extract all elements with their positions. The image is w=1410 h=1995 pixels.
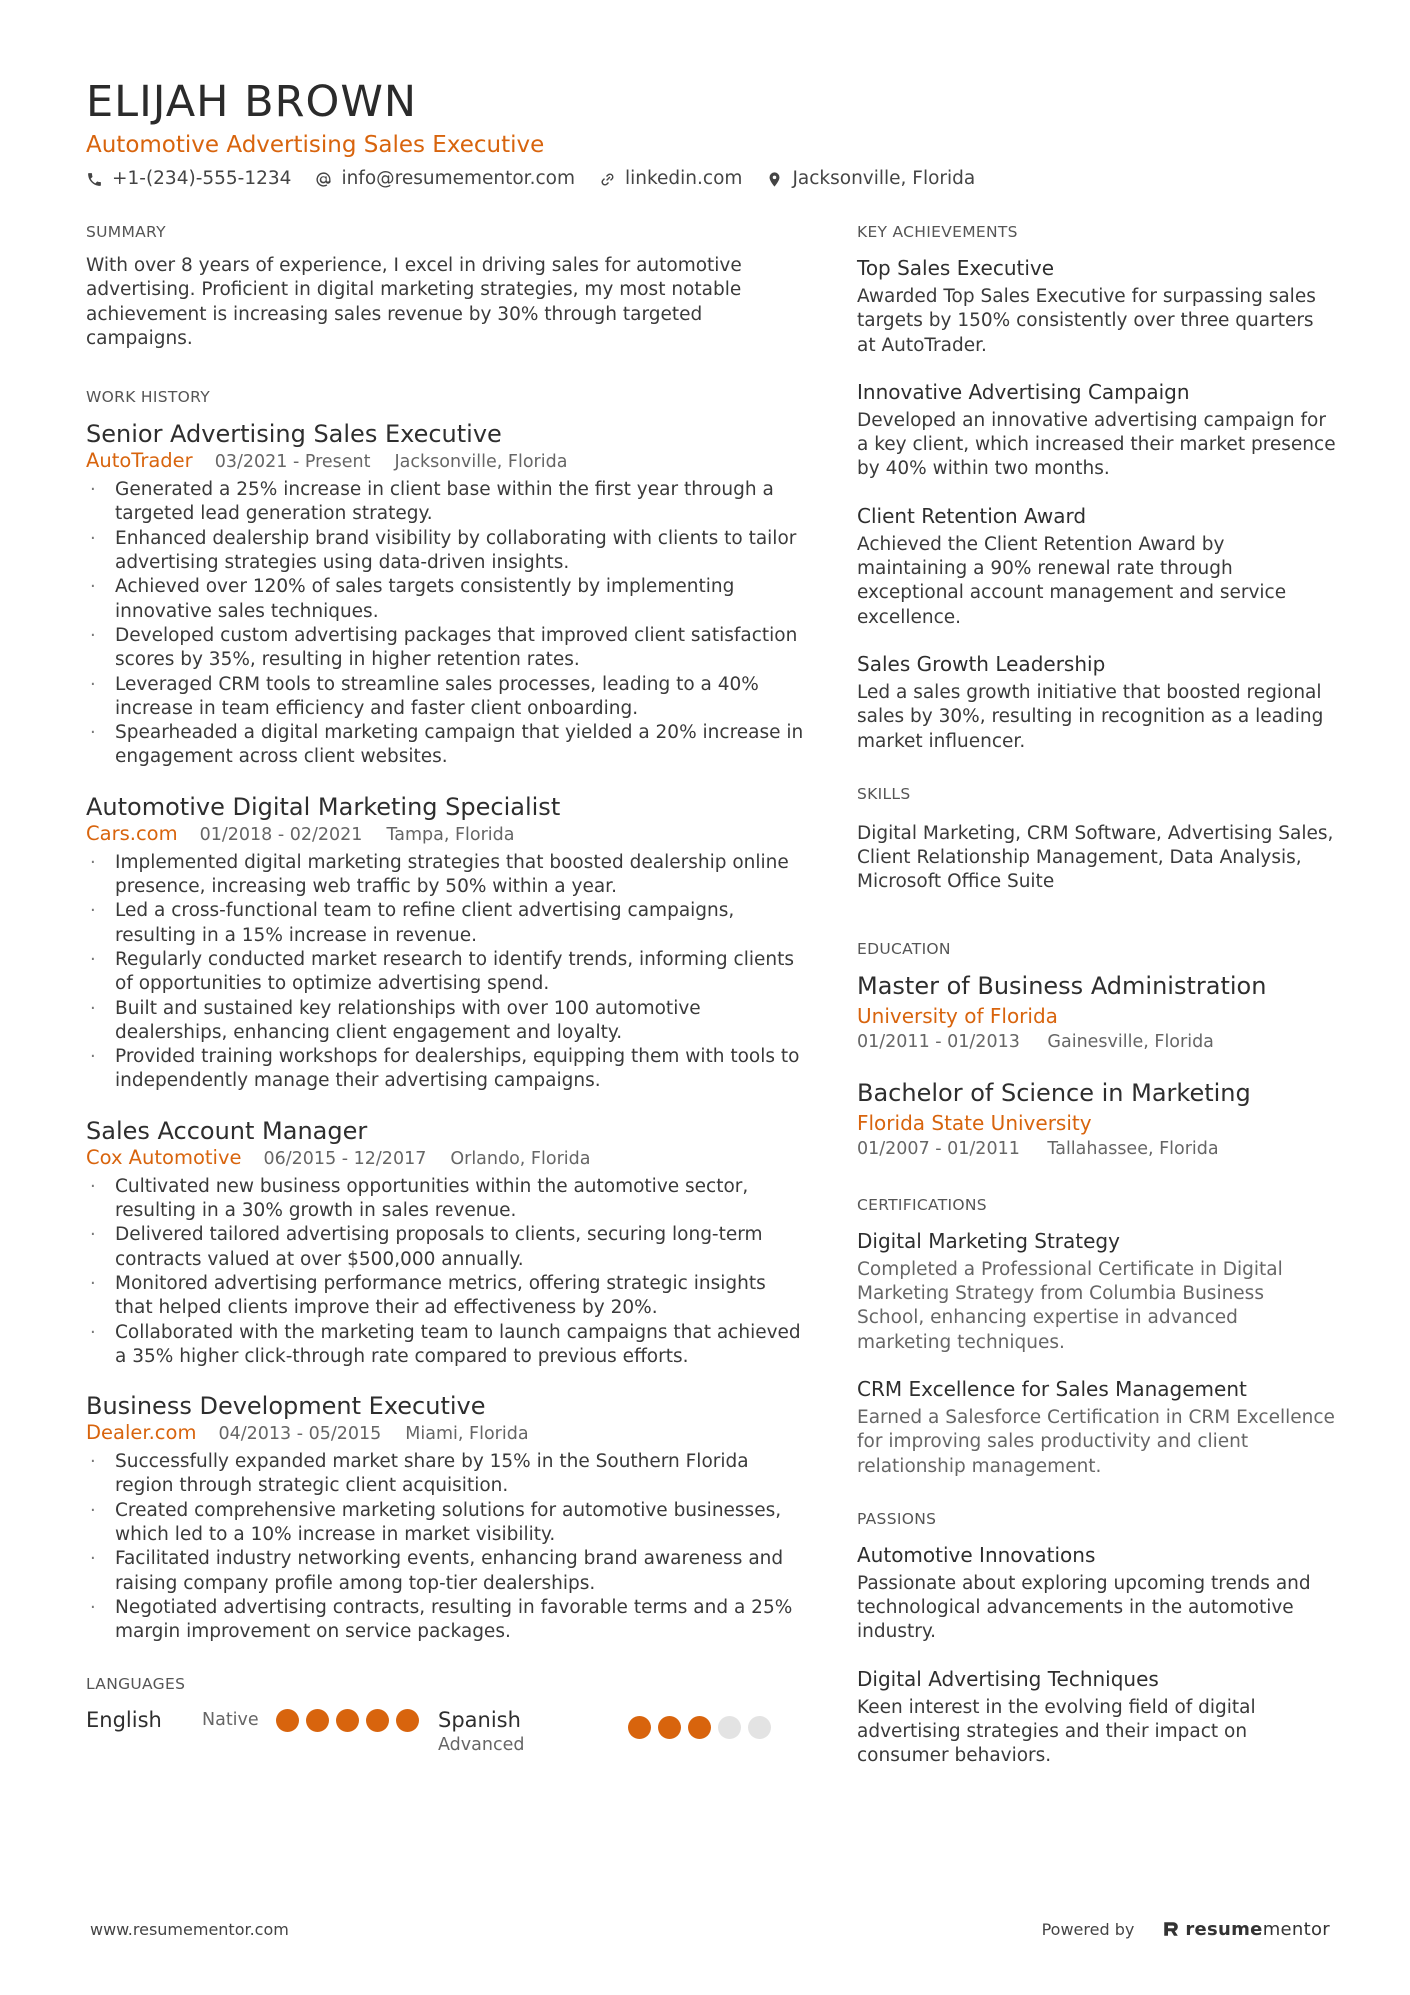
- education-section: [857, 939, 1337, 1161]
- job-bullet: · Provided training workshops for dealerships, equipping them with tools to independently manage their advertising campaigns.: [86, 1045, 806, 1094]
- passion-item: [857, 1541, 1337, 1645]
- contact-phone-text: +1-(234)-555-1234: [112, 168, 292, 189]
- education-location: Gainesville, Florida: [1047, 1031, 1214, 1052]
- languages-row: [86, 1706, 806, 1756]
- job-meta: [86, 1146, 806, 1171]
- job-company: AutoTrader: [86, 449, 193, 473]
- job-company: Cox Automotive: [86, 1145, 242, 1169]
- powered-by-label: Powered by: [1041, 1919, 1135, 1939]
- job-location: Orlando, Florida: [450, 1148, 591, 1169]
- achievement-item: [857, 650, 1337, 754]
- left-column: [86, 222, 806, 1792]
- education-dates: 01/2007 - 01/2011: [857, 1138, 1020, 1159]
- job-bullets: [86, 478, 806, 770]
- job-bullet: · Facilitated industry networking events, enhancing brand awareness and raising company profile among top-tier dealerships.: [86, 1547, 806, 1596]
- job-bullet: · Monitored advertising performance metrics, offering strategic insights that helped clients improve their ad effectiveness by 20%.: [86, 1272, 806, 1321]
- job-bullet: · Cultivated new business opportunities within the automotive sector, resulting in a 30% growth in sales revenue.: [86, 1175, 806, 1224]
- brand-name-bold: resume: [1185, 1918, 1263, 1940]
- contact-bar: [86, 166, 1326, 192]
- section-heading: WORK HISTORY: [86, 388, 210, 407]
- certification-item: [857, 1375, 1337, 1479]
- achievement-item: [857, 378, 1337, 482]
- passion-title: Automotive Innovations: [857, 1542, 1096, 1567]
- education-school: Florida State University: [857, 1110, 1092, 1135]
- resume-header: [86, 76, 1326, 192]
- certification-item: [857, 1227, 1337, 1355]
- job-bullet: · Negotiated advertising contracts, resulting in favorable terms and a 25% margin improvement on service packages.: [86, 1596, 806, 1645]
- job-title: Automotive Digital Marketing Specialist: [86, 792, 561, 821]
- location-pin-icon: [766, 171, 783, 188]
- contact-linkedin[interactable]: [599, 166, 742, 192]
- achievement-text: Achieved the Client Retention Award by maintaining a 90% renewal rate through exceptional account management and service excellence.: [857, 533, 1287, 628]
- job-entry: [86, 792, 806, 1094]
- job-bullet: · Generated a 25% increase in client base within the first year through a targeted lead generation strategy.: [86, 478, 806, 527]
- education-location: Tallahassee, Florida: [1047, 1138, 1219, 1159]
- contact-phone[interactable]: [86, 166, 291, 192]
- candidate-name: ELIJAH BROWN: [86, 77, 418, 127]
- job-bullet: · Led a cross-functional team to refine client advertising campaigns, resulting in a 15% increase in revenue.: [86, 899, 806, 948]
- phone-icon: [86, 171, 103, 188]
- rating-dot-filled: [306, 1709, 329, 1732]
- language-name: English: [86, 1708, 162, 1733]
- achievement-title: Sales Growth Leadership: [857, 651, 1106, 676]
- section-heading: CERTIFICATIONS: [857, 1195, 987, 1214]
- education-meta: [857, 1030, 1337, 1054]
- certification-title: Digital Marketing Strategy: [857, 1228, 1120, 1253]
- education-dates: 01/2011 - 01/2013: [857, 1031, 1020, 1052]
- job-bullet: · Achieved over 120% of sales targets consistently by implementing innovative sales techniques.: [86, 575, 806, 624]
- job-bullet: · Spearheaded a digital marketing campaign that yielded a 20% increase in engagement across client websites.: [86, 721, 806, 770]
- languages-section: [86, 1674, 806, 1756]
- job-bullet: · Created comprehensive marketing solutions for automotive businesses, which led to a 10% increase in market visibility.: [86, 1499, 806, 1548]
- certification-text: Earned a Salesforce Certification in CRM Excellence for improving sales productivity and client relationship management.: [857, 1406, 1335, 1477]
- footer-website[interactable]: www.resumementor.com: [90, 1919, 289, 1939]
- job-bullet: · Successfully expanded market share by 15% in the Southern Florida region through strategic client acquisition.: [86, 1450, 806, 1499]
- achievement-title: Top Sales Executive: [857, 256, 1055, 280]
- skills-section: [857, 784, 1337, 895]
- job-bullet: · Regularly conducted market research to identify trends, informing clients of opportunities to optimize advertising spend.: [86, 948, 806, 997]
- rating-dot-filled: [276, 1709, 299, 1732]
- language-level: Native: [202, 1710, 259, 1731]
- section-heading: SKILLS: [857, 784, 911, 803]
- language-rating: [276, 1709, 426, 1732]
- rating-dot-filled: [658, 1716, 681, 1739]
- rating-dot-filled: [336, 1709, 359, 1732]
- brand-logo[interactable]: [1162, 1919, 1330, 1940]
- job-bullet: · Built and sustained key relationships with over 100 automotive dealerships, enhancing client engagement and loyalty.: [86, 997, 806, 1046]
- summary-section: [86, 222, 806, 351]
- certification-title: CRM Excellence for Sales Management: [857, 1376, 1247, 1401]
- job-bullets: [86, 1450, 806, 1644]
- section-heading: SUMMARY: [86, 223, 166, 241]
- rating-dot-filled: [366, 1709, 389, 1732]
- job-bullets: [86, 851, 806, 1094]
- summary-text: With over 8 years of experience, I excel in driving sales for automotive advertising. Proficient in digital marketing strategies, my most notable achievement is increasing sales revenue by 30% through targeted campaigns.: [86, 255, 742, 349]
- certification-text: Completed a Professional Certificate in Digital Marketing Strategy from Columbia Business School, enhancing expertise in advanced marketing techniques.: [857, 1258, 1283, 1353]
- job-title: Sales Account Manager: [86, 1116, 368, 1145]
- section-heading: KEY ACHIEVEMENTS: [857, 223, 1018, 241]
- achievement-text: Led a sales growth initiative that boosted regional sales by 30%, resulting in recognition as a leading market influencer.: [857, 681, 1324, 752]
- achievement-item: [857, 254, 1337, 358]
- contact-location: [766, 166, 975, 192]
- page-footer: [90, 1914, 1330, 1944]
- education-item: [857, 971, 1337, 1054]
- skills-text: Digital Marketing, CRM Software, Advertising Sales, Client Relationship Management, Data Analysis, Microsoft Office Suite: [857, 822, 1334, 893]
- job-company: Dealer.com: [86, 1421, 197, 1445]
- contact-location-text: Jacksonville, Florida: [792, 168, 976, 189]
- brand-name-rest: mentor: [1262, 1918, 1330, 1940]
- section-heading: EDUCATION: [857, 939, 951, 958]
- rating-dot-filled: [688, 1716, 711, 1739]
- right-column: [857, 222, 1337, 1805]
- job-bullet: · Delivered tailored advertising proposals to clients, securing long-term contracts valued at over $500,000 annually.: [86, 1223, 806, 1272]
- achievement-title: Client Retention Award: [857, 503, 1087, 528]
- work-history-section: [86, 387, 806, 1644]
- job-meta: [86, 822, 806, 847]
- job-entry: [86, 1391, 806, 1644]
- job-meta: [86, 449, 806, 474]
- job-dates: 03/2021 - Present: [214, 452, 371, 473]
- job-bullet: · Collaborated with the marketing team to launch campaigns that achieved a 35% higher click-through rate compared to previous efforts.: [86, 1321, 806, 1370]
- passions-section: [857, 1509, 1337, 1769]
- education-degree: Master of Business Administration: [857, 971, 1267, 1000]
- resumementor-logo-icon: [1162, 1920, 1180, 1938]
- at-sign-icon: [315, 171, 332, 188]
- achievement-text: Awarded Top Sales Executive for surpassing sales targets by 150% consistently over three quarters at AutoTrader.: [857, 286, 1316, 356]
- link-icon: [599, 171, 616, 188]
- rating-dot-filled: [396, 1709, 419, 1732]
- section-heading: LANGUAGES: [86, 1675, 186, 1694]
- achievements-section: [857, 222, 1337, 754]
- rating-dot-filled: [628, 1716, 651, 1739]
- contact-linkedin-text: linkedin.com: [624, 168, 743, 189]
- education-item: [857, 1078, 1337, 1161]
- job-location: Jacksonville, Florida: [394, 452, 568, 473]
- job-location: Miami, Florida: [405, 1424, 529, 1445]
- job-bullet: · Enhanced dealership brand visibility by collaborating with clients to tailor advertising strategies using data-driven insights.: [86, 527, 806, 576]
- rating-dot-empty: [748, 1716, 771, 1739]
- language-rating: [628, 1716, 778, 1739]
- job-dates: 01/2018 - 02/2021: [199, 824, 363, 845]
- job-title: Business Development Executive: [86, 1392, 486, 1421]
- education-school: University of Florida: [857, 1003, 1058, 1028]
- job-bullet: · Leveraged CRM tools to streamline sales processes, leading to a 40% increase in team efficiency and faster client onboarding.: [86, 673, 806, 722]
- education-meta: [857, 1137, 1337, 1161]
- job-entry: [86, 1116, 806, 1369]
- job-location: Tampa, Florida: [386, 824, 515, 845]
- job-entry: [86, 419, 806, 770]
- achievement-text: Developed an innovative advertising campaign for a key client, which increased their market presence by 40% within two months.: [857, 409, 1336, 480]
- candidate-title: Automotive Advertising Sales Executive: [86, 132, 545, 158]
- job-bullet: · Developed custom advertising packages that improved client satisfaction scores by 35%, resulting in higher retention rates.: [86, 624, 806, 673]
- job-dates: 06/2015 - 12/2017: [263, 1148, 427, 1169]
- job-title: Senior Advertising Sales Executive: [86, 420, 502, 449]
- passion-text: Passionate about exploring upcoming trends and technological advancements in the automotive industry.: [857, 1572, 1311, 1643]
- footer-branding: [1042, 1919, 1330, 1940]
- contact-email-text: info@resumementor.com: [341, 168, 575, 189]
- passion-item: [857, 1665, 1337, 1769]
- contact-email[interactable]: [315, 166, 575, 192]
- passion-title: Digital Advertising Techniques: [857, 1666, 1159, 1691]
- language-level: Advanced: [438, 1735, 525, 1756]
- language-entry: [86, 1706, 426, 1734]
- job-company: Cars.com: [86, 821, 178, 845]
- job-dates: 04/2013 - 05/2015: [218, 1424, 382, 1445]
- job-bullets: [86, 1175, 806, 1369]
- rating-dot-empty: [718, 1716, 741, 1739]
- achievement-title: Innovative Advertising Campaign: [857, 379, 1190, 404]
- language-name: Spanish: [438, 1708, 521, 1733]
- job-meta: [86, 1421, 806, 1446]
- job-bullet: · Implemented digital marketing strategies that boosted dealership online presence, increasing web traffic by 50% within a year.: [86, 851, 806, 900]
- achievement-item: [857, 502, 1337, 630]
- language-entry: [438, 1706, 628, 1756]
- section-heading: PASSIONS: [857, 1509, 937, 1528]
- education-degree: Bachelor of Science in Marketing: [857, 1078, 1251, 1107]
- passion-text: Keen interest in the evolving field of digital advertising strategies and their impact on consumer behaviors.: [857, 1696, 1256, 1767]
- certifications-section: [857, 1195, 1337, 1479]
